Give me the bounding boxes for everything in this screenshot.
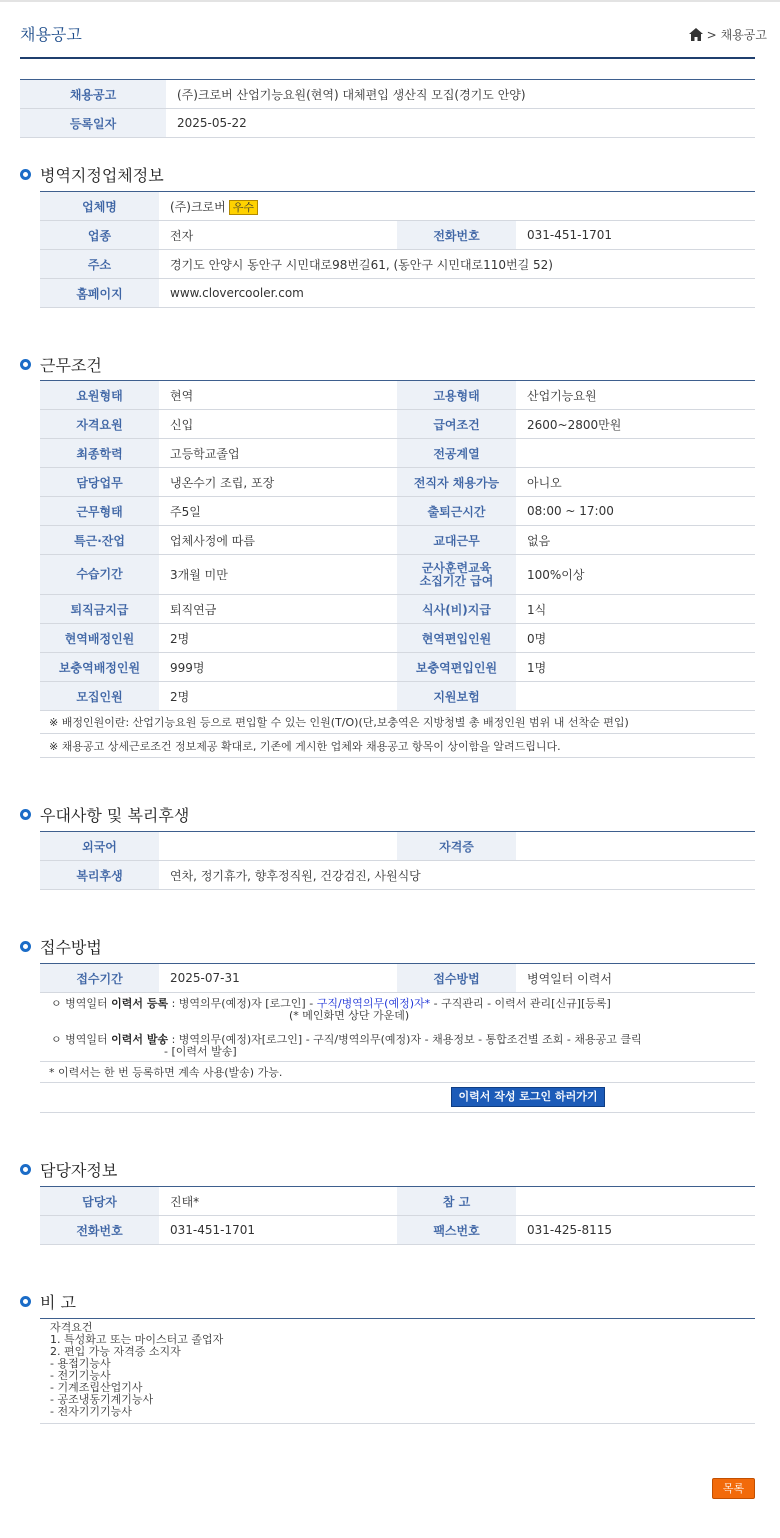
title-divider <box>20 57 755 59</box>
table-row <box>40 279 755 308</box>
contact-phone-label: 전화번호 <box>40 1216 159 1245</box>
condition-label: 퇴직금지급 <box>40 595 159 624</box>
company-table <box>40 191 755 308</box>
condition-value: 2명 <box>159 682 397 711</box>
breadcrumb-separator: > <box>706 27 717 42</box>
condition-label: 교대근무 <box>397 526 516 555</box>
condition-label: 전직자 채용가능 <box>397 468 516 497</box>
section-title: 우대사항 및 복리후생 <box>40 806 190 825</box>
bullet-icon <box>20 1164 31 1175</box>
bullet-icon <box>20 359 31 370</box>
instruction-text: - 구직관리 - 이력서 관리[신규][등록] <box>430 997 611 1010</box>
divider <box>40 1112 755 1113</box>
table-row <box>40 595 755 624</box>
bullet-icon <box>20 169 31 180</box>
table-row <box>40 497 755 526</box>
condition-value: 업체사정에 따름 <box>159 526 397 555</box>
summary-label: 등록일자 <box>20 109 166 138</box>
conditions-table <box>40 380 755 711</box>
section-title: 접수방법 <box>40 938 102 957</box>
period-label: 접수기간 <box>40 964 159 993</box>
condition-value: 냉온수기 조립, 포장 <box>159 468 397 497</box>
phone-label: 전화번호 <box>397 221 516 250</box>
condition-label: 특근·잔업 <box>40 526 159 555</box>
condition-value: 2명 <box>159 624 397 653</box>
remarks-divider <box>40 1318 755 1319</box>
condition-value: 산업기능요원 <box>516 381 755 410</box>
condition-label: 출퇴근시간 <box>397 497 516 526</box>
condition-value: 현역 <box>159 381 397 410</box>
condition-value <box>516 439 755 468</box>
person-label: 담당자 <box>40 1187 159 1216</box>
certificate-value <box>516 832 755 861</box>
welfare-label: 복리후생 <box>40 861 159 890</box>
condition-value: 999명 <box>159 653 397 682</box>
reference-label: 참 고 <box>397 1187 516 1216</box>
homepage-link[interactable]: www.clovercooler.com <box>159 279 755 308</box>
apply-table <box>40 963 755 993</box>
condition-label: 자격요원 <box>40 410 159 439</box>
table-row <box>40 192 755 221</box>
table-row <box>40 555 755 595</box>
apply-instruction-sub: (* 메인화면 상단 가운데) <box>289 1009 410 1022</box>
section-title: 근무조건 <box>40 356 102 375</box>
table-row <box>40 682 755 711</box>
table-row <box>40 221 755 250</box>
condition-label: 식사(비)지급 <box>397 595 516 624</box>
condition-value: 신입 <box>159 410 397 439</box>
section-header-benefits <box>20 803 189 826</box>
language-label: 외국어 <box>40 832 159 861</box>
bullet-icon <box>20 941 31 952</box>
info-note: ※ 채용공고 상세근로조건 정보제공 확대로, 기존에 게시한 업체와 채용공고 항목이 상이함을 알려드립니다. <box>49 740 561 753</box>
resume-login-button[interactable]: 이력서 작성 로그인 하러가기 <box>451 1087 605 1107</box>
condition-label: 현역배정인원 <box>40 624 159 653</box>
section-header-contact <box>20 1158 117 1181</box>
condition-value: 없음 <box>516 526 755 555</box>
instruction-bold: 이력서 등록 <box>111 997 169 1010</box>
condition-value: 1명 <box>516 653 755 682</box>
assignment-note: ※ 배정인원이란: 산업기능요원 등으로 편입할 수 있는 인원(T/O)(단,보충역은 지방청별 총 배정인원 범위 내 선착순 편입) <box>49 716 629 729</box>
condition-value: 08:00 ~ 17:00 <box>516 497 755 526</box>
condition-value: 2600~2800만원 <box>516 410 755 439</box>
section-header-company <box>20 163 164 186</box>
condition-value: 1식 <box>516 595 755 624</box>
home-icon[interactable] <box>689 28 703 41</box>
address-value: 경기도 안양시 동안구 시민대로98번길61, (동안구 시민대로110번길 52) <box>159 250 755 279</box>
instruction-text: : 병역의무(예정)자 [로그인] - <box>168 997 317 1010</box>
person-value: 진태* <box>159 1187 397 1216</box>
divider <box>40 733 755 734</box>
apply-instruction-sub: - [이력서 발송] <box>164 1045 237 1058</box>
certificate-label: 자격증 <box>397 832 516 861</box>
table-row <box>40 250 755 279</box>
list-button[interactable]: 목록 <box>712 1478 755 1499</box>
phone-value: 031-451-1701 <box>516 221 755 250</box>
divider <box>40 757 755 758</box>
divider <box>40 1061 755 1062</box>
summary-label: 채용공고 <box>20 80 166 109</box>
section-title: 비 고 <box>40 1293 76 1312</box>
breadcrumb-current: 채용공고 <box>720 28 767 42</box>
method-value: 병역일터 이력서 <box>516 964 755 993</box>
condition-label: 보충역배정인원 <box>40 653 159 682</box>
condition-value: 3개월 미만 <box>159 555 397 595</box>
condition-label: 지원보험 <box>397 682 516 711</box>
language-value <box>159 832 397 861</box>
table-row <box>40 410 755 439</box>
condition-label: 수습기간 <box>40 555 159 595</box>
condition-label: 급여조건 <box>397 410 516 439</box>
table-row <box>40 381 755 410</box>
table-row <box>40 1216 755 1245</box>
job-seeker-link[interactable]: 구직/병역의무(예정)자* <box>316 997 431 1010</box>
condition-label: 요원형태 <box>40 381 159 410</box>
fax-label: 팩스번호 <box>397 1216 516 1245</box>
table-row <box>40 526 755 555</box>
instruction-text: : 병역의무(예정)자[로그인] - 구직/병역의무(예정)자 - 채용정보 - 통합조건별 조회 - 채용공고 클릭 <box>168 1033 642 1046</box>
condition-label: 전공계열 <box>397 439 516 468</box>
table-row <box>40 439 755 468</box>
address-label: 주소 <box>40 250 159 279</box>
condition-label: 근무형태 <box>40 497 159 526</box>
industry-value: 전자 <box>159 221 397 250</box>
resume-footnote: * 이력서는 한 번 등록하면 계속 사용(발송) 가능. <box>49 1066 283 1079</box>
divider <box>40 1082 755 1083</box>
table-row <box>40 964 755 993</box>
benefits-table <box>40 831 755 890</box>
company-name-label: 업체명 <box>40 192 159 221</box>
table-row <box>20 109 755 138</box>
contact-phone-value: 031-451-1701 <box>159 1216 397 1245</box>
section-header-apply <box>20 935 102 958</box>
table-row <box>40 832 755 861</box>
page-title: 채용공고 <box>20 25 82 44</box>
method-label: 접수방법 <box>397 964 516 993</box>
company-name-cell <box>159 192 755 221</box>
condition-label: 고용형태 <box>397 381 516 410</box>
bullet-icon <box>20 1296 31 1307</box>
breadcrumb <box>689 26 767 43</box>
period-value: 2025-07-31 <box>159 964 397 993</box>
condition-label: 모집인원 <box>40 682 159 711</box>
summary-value: 2025-05-22 <box>166 109 755 138</box>
welfare-value: 연차, 정기휴가, 향후정직원, 건강검진, 사원식당 <box>159 861 755 890</box>
condition-value: 퇴직연금 <box>159 595 397 624</box>
condition-value: 100%이상 <box>516 555 755 595</box>
instruction-bold: 이력서 발송 <box>111 1033 169 1046</box>
remarks-text: 자격요건 1. 특성화고 또는 마이스터고 졸업자 2. 편입 가능 자격증 소지자 - 용접기능사 - 전기기능사 - 기계조립산업기사 - 공조냉동기계기능사 - 전자기기기능사 <box>50 1321 224 1418</box>
fax-value: 031-425-8115 <box>516 1216 755 1245</box>
summary-value: (주)크로버 산업기능요원(현역) 대체편입 생산직 모집(경기도 안양) <box>166 80 755 109</box>
section-title: 담당자정보 <box>40 1161 118 1180</box>
condition-label: 군사훈련교육 소집기간 급여 <box>397 555 516 595</box>
section-header-conditions <box>20 353 102 376</box>
summary-table <box>20 79 755 138</box>
condition-value: 고등학교졸업 <box>159 439 397 468</box>
condition-label: 보충역편입인원 <box>397 653 516 682</box>
condition-label: 최종학력 <box>40 439 159 468</box>
table-row <box>40 653 755 682</box>
table-row <box>40 624 755 653</box>
table-row <box>40 468 755 497</box>
instruction-prefix: ㅇ 병역일터 <box>51 1033 112 1046</box>
divider <box>40 1423 755 1424</box>
condition-value: 아니오 <box>516 468 755 497</box>
table-row <box>40 861 755 890</box>
reference-value <box>516 1187 755 1216</box>
table-row <box>40 1187 755 1216</box>
condition-value: 0명 <box>516 624 755 653</box>
table-row <box>20 80 755 109</box>
top-border <box>0 0 780 2</box>
condition-label: 현역편입인원 <box>397 624 516 653</box>
contact-table <box>40 1186 755 1245</box>
bullet-icon <box>20 809 31 820</box>
excellent-badge: 우수 <box>229 200 258 215</box>
condition-value: 주5일 <box>159 497 397 526</box>
homepage-label: 홈페이지 <box>40 279 159 308</box>
apply-instruction-send <box>51 1031 642 1047</box>
industry-label: 업종 <box>40 221 159 250</box>
section-title: 병역지정업체정보 <box>40 166 164 185</box>
instruction-prefix: ㅇ 병역일터 <box>51 997 112 1010</box>
company-name-value: (주)크로버 <box>170 199 226 214</box>
condition-label: 담당업무 <box>40 468 159 497</box>
condition-value <box>516 682 755 711</box>
section-header-remarks <box>20 1290 76 1313</box>
